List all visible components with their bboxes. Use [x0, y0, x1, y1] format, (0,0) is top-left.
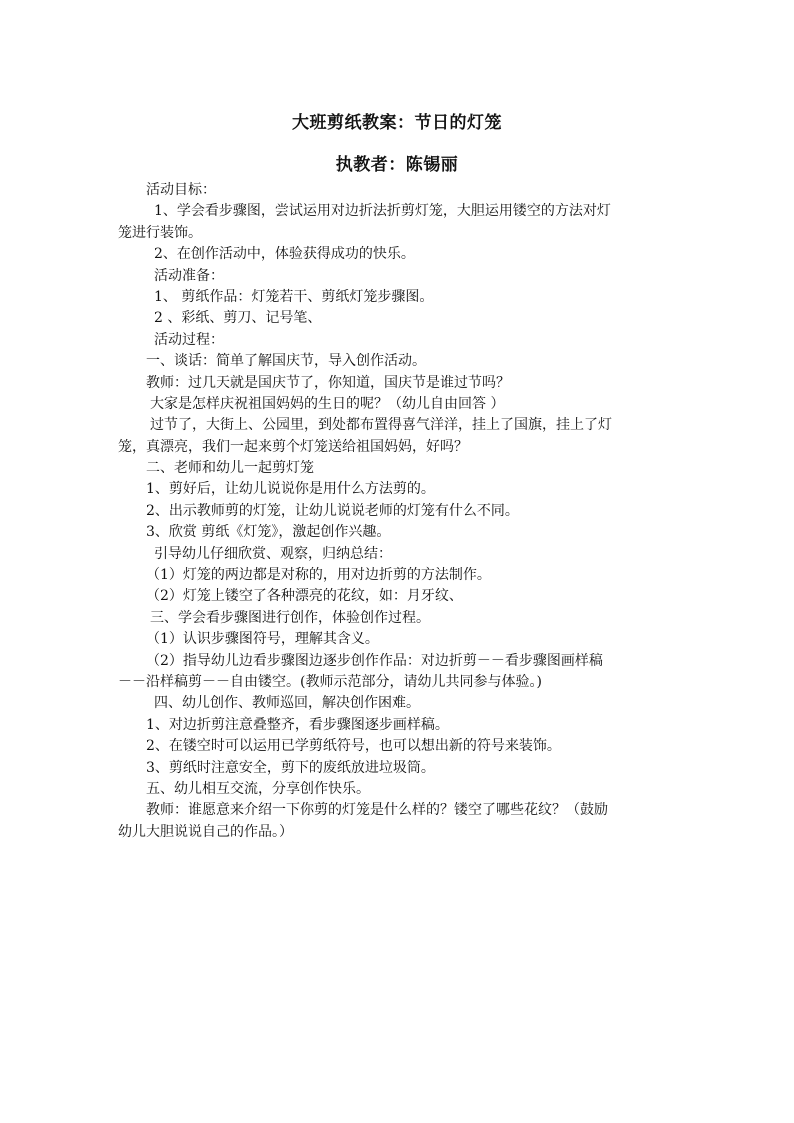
text-line: 1、剪好后，让幼儿说说你是用什么方法剪的。	[146, 481, 435, 498]
section-heading: 活动准备：	[154, 267, 224, 284]
lesson-body	[118, 180, 678, 843]
text-line: 教师：过几天就是国庆节了，你知道，国庆节是谁过节吗？	[146, 374, 510, 391]
text-line: 二、老师和幼儿一起剪灯笼	[146, 460, 314, 477]
text-line: 引导幼儿仔细欣赏、观察，归纳总结：	[154, 545, 392, 562]
text-line: 五、幼儿相互交流，分享创作快乐。	[146, 780, 370, 797]
text-line: 三、学会看步骤图进行创作，体验创作过程。	[150, 609, 430, 626]
text-line: 笼进行装饰。	[118, 224, 202, 241]
teacher-name: 执教者：陈锡丽	[335, 155, 459, 175]
text-line: 教师：谁愿意来介绍一下你剪的灯笼是什么样的？镂空了哪些花纹？（鼓励	[146, 802, 608, 819]
document-title: 大班剪纸教案：节日的灯笼	[292, 113, 502, 133]
text-line: 2、出示教师剪的灯笼，让幼儿说说老师的灯笼有什么不同。	[146, 502, 519, 519]
text-line: 1、学会看步骤图，尝试运用对边折法折剪灯笼，大胆运用镂空的方法对灯	[154, 203, 611, 220]
text-line: 3、剪纸时注意安全，剪下的废纸放进垃圾筒。	[146, 759, 435, 776]
text-line: 一、谈话：简单了解国庆节，导入创作活动。	[146, 353, 426, 370]
section-heading: 活动目标：	[146, 182, 216, 198]
text-line: 1、对边折剪注意叠整齐，看步骤图逐步画样稿。	[146, 716, 449, 733]
text-line: 2、在创作活动中，体验获得成功的快乐。	[154, 246, 415, 263]
text-line: 2、在镂空时可以运用已学剪纸符号，也可以想出新的符号来装饰。	[146, 738, 561, 755]
text-line: －－沿样稿剪－－自由镂空。(教师示范部分，请幼儿共同参与体验。)	[118, 673, 542, 690]
text-line: （2）指导幼儿边看步骤图边逐步创作作品：对边折剪－－看步骤图画样稿	[146, 652, 603, 669]
text-line: 大家是怎样庆祝祖国妈妈的生日的呢？（幼儿自由回答 ）	[150, 395, 505, 412]
section-heading: 活动过程：	[154, 331, 224, 348]
text-line: 3、欣赏 剪纸《灯笼》，激起创作兴趣。	[146, 524, 391, 541]
text-line: （2）灯笼上镂空了各种漂亮的花纹，如：月牙纹、	[146, 588, 463, 605]
text-line: 四、幼儿创作、教师巡回，解决创作困难。	[154, 695, 420, 712]
text-line: （1）认识步骤图符号，理解其含义。	[146, 631, 379, 648]
text-line: 2 、彩纸、剪刀、记号笔、	[154, 310, 322, 327]
text-line: 幼儿大胆说说自己的作品。）	[118, 823, 293, 840]
text-line: 过节了，大街上、公园里，到处都布置得喜气洋洋，挂上了国旗，挂上了灯	[150, 417, 612, 434]
text-line: 1、 剪纸作品：灯笼若干、剪纸灯笼步骤图。	[154, 288, 434, 305]
text-line: （1）灯笼的两边都是对称的，用对边折剪的方法制作。	[146, 567, 491, 584]
text-line: 笼，真漂亮，我们一起来剪个灯笼送给祖国妈妈，好吗？	[118, 438, 468, 455]
